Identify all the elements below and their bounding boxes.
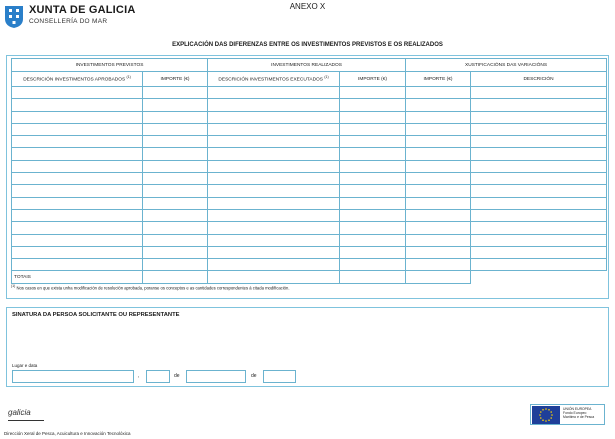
header (0, 0, 615, 40)
eu-badge (530, 404, 605, 425)
table-cell[interactable] (208, 160, 340, 172)
group-header-row (12, 59, 607, 72)
group-variacions: XUSTIFICACIÓNS DAS VARIACIÓNS (406, 59, 607, 72)
table-cell[interactable] (143, 99, 208, 111)
table-cell[interactable] (143, 160, 208, 172)
table-cell[interactable] (12, 197, 143, 209)
table-cell[interactable] (208, 123, 340, 135)
table-row (12, 148, 607, 160)
month-input[interactable] (186, 370, 246, 383)
column-header-row (12, 72, 607, 87)
table-cell[interactable] (143, 173, 208, 185)
table-row (12, 209, 607, 221)
table-cell[interactable] (471, 246, 607, 258)
col-importe-3: IMPORTE (€) (406, 72, 471, 87)
totals-cell (471, 271, 607, 284)
table-cell[interactable] (12, 173, 143, 185)
table-cell[interactable] (12, 99, 143, 111)
table-cell[interactable] (12, 123, 143, 135)
table-cell[interactable] (471, 222, 607, 234)
table-cell[interactable] (12, 222, 143, 234)
note-mark: (1) (324, 75, 329, 80)
investments-section (6, 55, 609, 299)
table-cell[interactable] (143, 111, 208, 123)
comma-separator: , (138, 373, 140, 379)
table-cell[interactable] (471, 234, 607, 246)
table-cell[interactable] (208, 99, 340, 111)
table-cell[interactable] (143, 185, 208, 197)
totals-cell[interactable] (143, 271, 208, 284)
col-importe-2: IMPORTE (€) (340, 72, 406, 87)
eu-line: UNIÓN EUROPEA (563, 407, 592, 411)
col-descricion: DESCRICIÓN (471, 72, 607, 87)
table-cell[interactable] (406, 111, 471, 123)
table-row (12, 197, 607, 209)
table-cell[interactable] (406, 123, 471, 135)
table-cell[interactable] (340, 87, 406, 99)
de-separator: de (174, 373, 180, 379)
table-cell[interactable] (340, 209, 406, 221)
table-cell[interactable] (12, 111, 143, 123)
table-cell[interactable] (208, 246, 340, 258)
table-cell[interactable] (143, 209, 208, 221)
table-cell[interactable] (208, 87, 340, 99)
table-cell[interactable] (208, 148, 340, 160)
galicia-logo: galicia (8, 408, 31, 417)
table-cell[interactable] (143, 197, 208, 209)
year-input[interactable] (263, 370, 296, 383)
table-cell[interactable] (340, 259, 406, 271)
table-cell[interactable] (208, 173, 340, 185)
brand-title: XUNTA DE GALICIA (29, 4, 136, 16)
signature-section (6, 307, 609, 387)
eu-text (563, 407, 594, 420)
table-cell[interactable] (340, 148, 406, 160)
table-cell[interactable] (340, 197, 406, 209)
table-cell[interactable] (340, 246, 406, 258)
col-importe-1: IMPORTE (€) (143, 72, 208, 87)
table-cell[interactable] (471, 136, 607, 148)
table-cell[interactable] (143, 148, 208, 160)
table-row (12, 99, 607, 111)
table-cell[interactable] (208, 136, 340, 148)
table-row (12, 246, 607, 258)
table-row (12, 222, 607, 234)
table-cell[interactable] (12, 136, 143, 148)
investments-table (11, 58, 607, 284)
table-cell[interactable] (340, 234, 406, 246)
table-cell[interactable] (143, 123, 208, 135)
table-cell[interactable] (471, 185, 607, 197)
table-cell[interactable] (406, 136, 471, 148)
table-row (12, 259, 607, 271)
table-row (12, 111, 607, 123)
table-cell[interactable] (143, 136, 208, 148)
table-row (12, 123, 607, 135)
document-title: EXPLICACIÓN DAS DIFERENZAS ENTRE OS INVESTIMENTOS PREVISTOS E OS REALIZADOS (172, 42, 443, 48)
table-cell[interactable] (340, 136, 406, 148)
table-cell[interactable] (471, 160, 607, 172)
table-cell[interactable] (340, 185, 406, 197)
table-cell[interactable] (340, 222, 406, 234)
table-cell[interactable] (340, 99, 406, 111)
table-cell[interactable] (208, 197, 340, 209)
group-previstos: INVESTIMENTOS PREVISTOS (12, 59, 208, 72)
table-cell[interactable] (471, 259, 607, 271)
table-row (12, 136, 607, 148)
table-row (12, 185, 607, 197)
table-cell[interactable] (12, 148, 143, 160)
logo-underline (8, 420, 44, 421)
table-cell[interactable] (340, 111, 406, 123)
table-cell[interactable] (340, 123, 406, 135)
table-cell[interactable] (471, 148, 607, 160)
table-cell[interactable] (471, 111, 607, 123)
place-input[interactable] (12, 370, 134, 383)
eu-line: Fondo Europeo (563, 411, 587, 416)
day-input[interactable] (146, 370, 170, 383)
table-cell[interactable] (406, 259, 471, 271)
table-cell[interactable] (12, 185, 143, 197)
department-name: Dirección Xeral de Pesca, Acuicultura e Innovación Tecnolóxica (4, 431, 131, 436)
table-cell[interactable] (406, 197, 471, 209)
annex-label: ANEXO X (289, 2, 326, 11)
table-row (12, 87, 607, 99)
table-cell[interactable] (143, 246, 208, 258)
footnote: $^{(1)}$ Nos casos en que exista unha modificación de resolución aprobada, poranse os conceptos e as cantidades correspondentes á citada modificación. (11, 284, 290, 291)
table-cell[interactable] (340, 173, 406, 185)
table-cell[interactable] (208, 234, 340, 246)
group-realizados: INVESTIMENTOS REALIZADOS (208, 59, 406, 72)
totals-cell[interactable] (340, 271, 406, 284)
totals-cell[interactable] (406, 271, 471, 284)
table-cell[interactable] (406, 87, 471, 99)
table-row (12, 160, 607, 172)
table-cell[interactable] (143, 234, 208, 246)
table-cell[interactable] (406, 209, 471, 221)
table-cell[interactable] (208, 259, 340, 271)
table-cell[interactable] (471, 99, 607, 111)
eu-flag-icon (532, 406, 560, 424)
table-cell[interactable] (406, 99, 471, 111)
note-mark: (1) (126, 75, 131, 80)
table-cell[interactable] (406, 234, 471, 246)
table-cell[interactable] (12, 259, 143, 271)
col-desc-executados: DESCRICIÓN INVESTIMENTOS EXECUTADOS $^{(1)}$ (208, 72, 340, 87)
table-cell[interactable] (208, 185, 340, 197)
table-cell[interactable] (143, 259, 208, 271)
table-cell[interactable] (143, 87, 208, 99)
table-cell[interactable] (12, 87, 143, 99)
table-cell[interactable] (471, 87, 607, 99)
table-cell[interactable] (471, 123, 607, 135)
totals-cell[interactable] (208, 271, 340, 284)
table-cell[interactable] (208, 209, 340, 221)
table-row (12, 234, 607, 246)
table-cell[interactable] (471, 173, 607, 185)
totals-label: TOTAIS (12, 271, 143, 284)
table-row (12, 173, 607, 185)
table-cell[interactable] (406, 222, 471, 234)
signature-title: SINATURA DA PERSOA SOLICITANTE OU REPRESENTANTE (12, 312, 180, 318)
table-cell[interactable] (12, 234, 143, 246)
table-cell[interactable] (406, 160, 471, 172)
table-cell[interactable] (406, 185, 471, 197)
table-cell[interactable] (406, 173, 471, 185)
col-desc-aprobados: DESCRICIÓN INVESTIMENTOS APROBADOS $^{(1)}$ (12, 72, 143, 87)
totals-row (12, 271, 607, 284)
place-date-label: Lugar e data (12, 363, 38, 368)
brand-subtitle: CONSELLERÍA DO MAR (29, 18, 108, 25)
table-cell[interactable] (471, 209, 607, 221)
table-cell[interactable] (340, 160, 406, 172)
table-cell[interactable] (143, 222, 208, 234)
table-cell[interactable] (208, 222, 340, 234)
table-cell[interactable] (208, 111, 340, 123)
table-cell[interactable] (12, 160, 143, 172)
eu-line: Marítimo e de Pesca (563, 415, 595, 420)
de-separator: de (251, 373, 257, 379)
table-cell[interactable] (12, 246, 143, 258)
table-cell[interactable] (406, 148, 471, 160)
table-cell[interactable] (12, 209, 143, 221)
table-cell[interactable] (406, 246, 471, 258)
table-cell[interactable] (471, 197, 607, 209)
